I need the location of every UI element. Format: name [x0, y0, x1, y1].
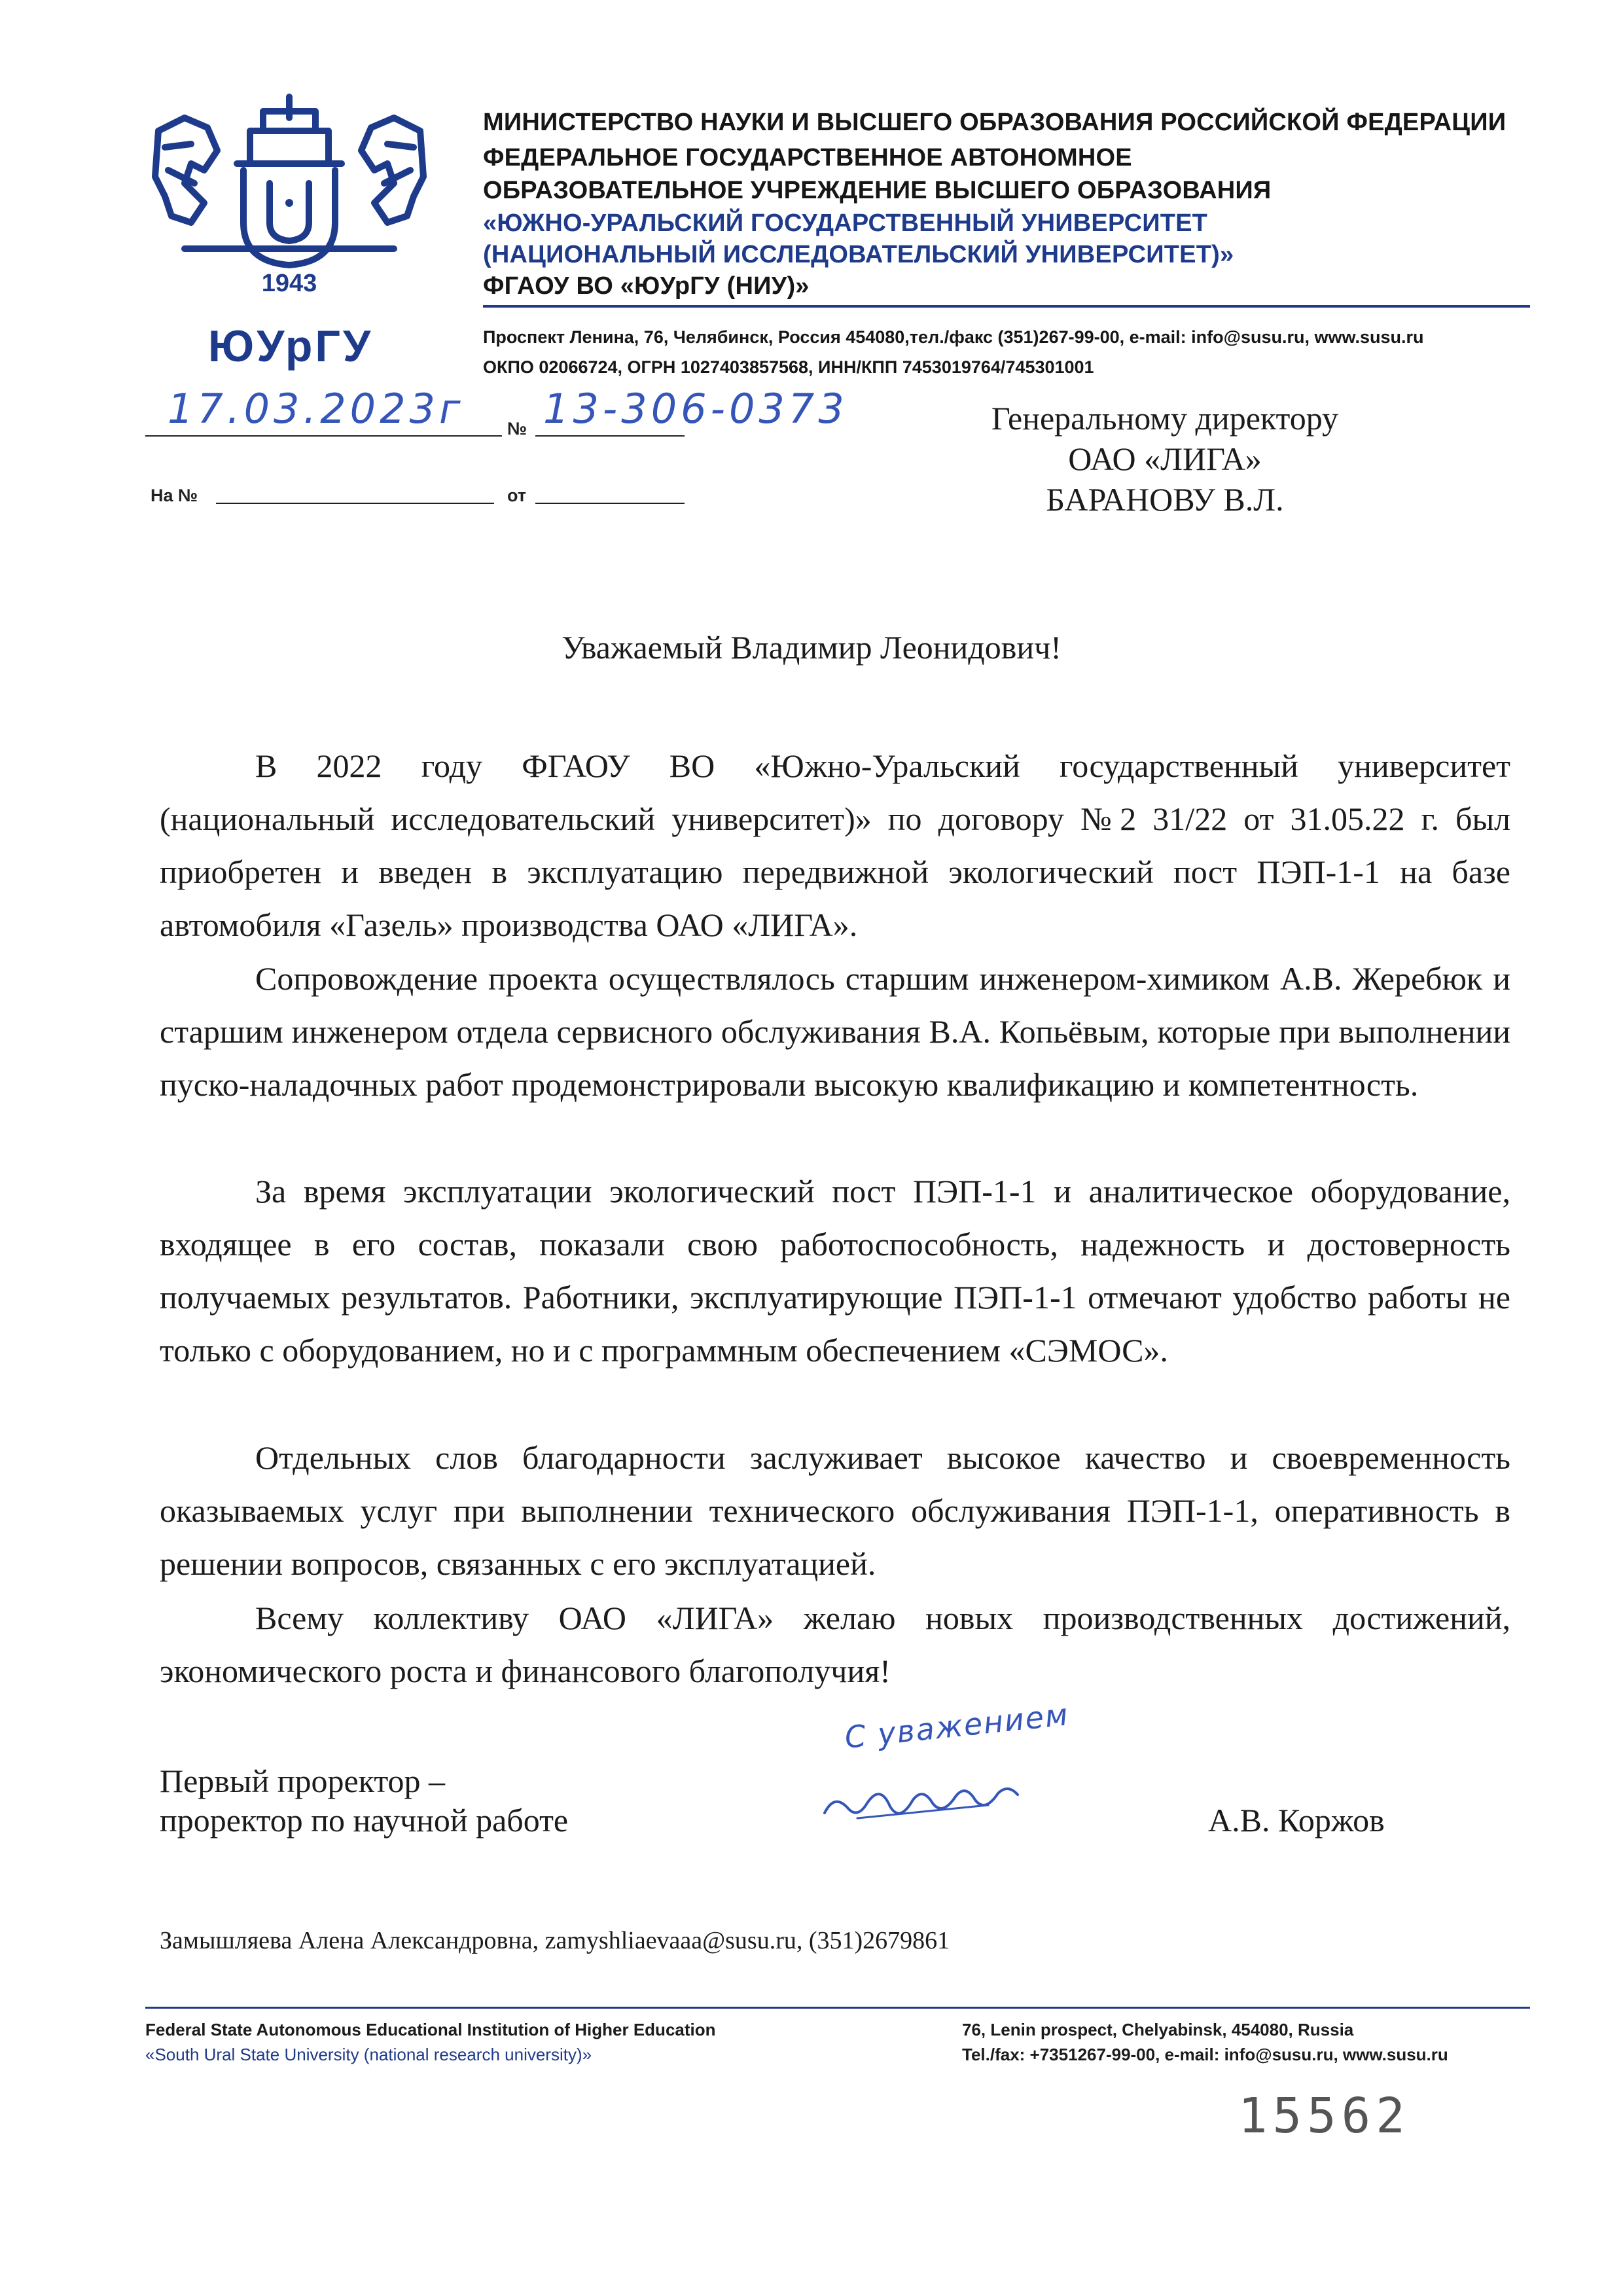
- reference-underline: [216, 503, 494, 504]
- institution-line-2: ОБРАЗОВАТЕЛЬНОЕ УЧРЕЖДЕНИЕ ВЫСШЕГО ОБРАЗОВАНИЯ: [483, 177, 1272, 204]
- addressee-name: БАРАНОВУ В.Л.: [1046, 481, 1284, 518]
- number-label: №: [507, 419, 527, 439]
- university-name-line-1: «ЮЖНО-УРАЛЬСКИЙ ГОСУДАРСТВЕННЫЙ УНИВЕРСИТЕТ: [483, 209, 1208, 237]
- handwritten-signature-icon: [818, 1767, 1041, 1833]
- institution-line-1: ФЕДЕРАЛЬНОЕ ГОСУДАРСТВЕННОЕ АВТОНОМНОЕ: [483, 144, 1132, 171]
- addressee-title: Генеральному директору: [991, 400, 1339, 437]
- signature-mark: [818, 1767, 1041, 1833]
- addressee-company: ОАО «ЛИГА»: [1068, 440, 1262, 477]
- date-underline: [145, 435, 502, 437]
- salutation: Уважаемый Владимир Леонидович!: [562, 629, 1061, 666]
- ministry-line: МИНИСТЕРСТВО НАУКИ И ВЫСШЕГО ОБРАЗОВАНИЯ РОССИЙСКОЙ ФЕДЕРАЦИИ: [483, 109, 1507, 136]
- signatory-position-1: Первый проректор –: [160, 1763, 446, 1799]
- letterhead-codes: ОКПО 02066724, ОГРН 1027403857568, ИНН/КПП 7453019764/745301001: [483, 357, 1094, 377]
- reference-label: На №: [151, 486, 198, 505]
- body-paragraph-4: Отдельных слов благодарности заслуживает высокое качество и своевременность оказываемых услуг при выполнении технического обслуживания ПЭП-1-1, оперативность в решении вопросов, связанных с его эксплуатацией.: [160, 1439, 1510, 1582]
- number-underline: [535, 435, 685, 437]
- from-underline: [535, 503, 685, 504]
- footer-institution-en: Federal State Autonomous Educational Institution of Higher Education: [145, 2020, 716, 2039]
- executor-contact: Замышляева Алена Александровна, zamyshliaevaaa@susu.ru, (351)2679861: [160, 1927, 950, 1954]
- signatory-name: А.В. Коржов: [1208, 1802, 1385, 1839]
- footer-divider: [145, 2007, 1530, 2009]
- letterhead-divider: [483, 305, 1530, 308]
- body-paragraph-1: В 2022 году ФГАОУ ВО «Южно-Уральский государственный университет (национальный исследовательский университет)» по договору №2 31/22 от 31.05.22 г. был приобретен и введен в эксплуатацию передвижной экологический пост ПЭП-1-1 на базе автомобиля «Газель» производства ОАО «ЛИГА».: [160, 747, 1510, 943]
- university-logo: [145, 92, 433, 308]
- body-paragraph-3: За время эксплуатации экологический пост ПЭП-1-1 и аналитическое оборудование, входящее в его состав, показали свою работоспособность, надежность и достоверность получаемых результатов. Работники, эксплуатирующие ПЭП-1-1 отмечают удобство работы не только с оборудованием, но и с программным обеспечением «СЭМОС».: [160, 1173, 1510, 1369]
- from-label: от: [507, 486, 527, 505]
- university-short-name: ФГАОУ ВО «ЮУрГУ (НИУ)»: [483, 272, 810, 300]
- university-name-line-2: (НАЦИОНАЛЬНЫЙ ИССЛЕДОВАТЕЛЬСКИЙ УНИВЕРСИТЕТ)»: [483, 241, 1234, 268]
- body-paragraph-5: Всему коллективу ОАО «ЛИГА» желаю новых производственных достижений, экономического роста и финансового благополучия!: [160, 1600, 1510, 1689]
- body-paragraph-2: Сопровождение проекта осуществлялось старшим инженером-химиком А.В. Жеребюк и старшим инженером отдела сервисного обслуживания В.А. Копьёвым, которые при выполнении пуско-наладочных работ продемонстрировали высокую квалификацию и компетентность.: [160, 960, 1510, 1103]
- handwritten-number: 13-306-0373: [543, 385, 848, 433]
- brand-wordmark: ЮУрГУ: [208, 321, 374, 371]
- logo-year: 1943: [261, 270, 317, 297]
- footer-address-en: 76, Lenin prospect, Chelyabinsk, 454080, Russia: [962, 2020, 1354, 2039]
- serial-stamp: 15562: [1238, 2088, 1410, 2144]
- signatory-position-2: проректор по научной работе: [160, 1802, 569, 1839]
- letterhead-address: Проспект Ленина, 76, Челябинск, Россия 454080,тел./факс (351)267-99-00, e-mail: info@susu.ru, www.susu.ru: [483, 327, 1424, 347]
- handwritten-note: С уважением: [843, 1696, 1071, 1755]
- footer-contacts-en: Tel./fax: +7351267-99-00, e-mail: info@susu.ru, www.susu.ru: [962, 2045, 1448, 2064]
- handwritten-date: 17.03.2023г: [168, 385, 465, 433]
- footer-university-en: «South Ural State University (national research university)»: [145, 2045, 592, 2064]
